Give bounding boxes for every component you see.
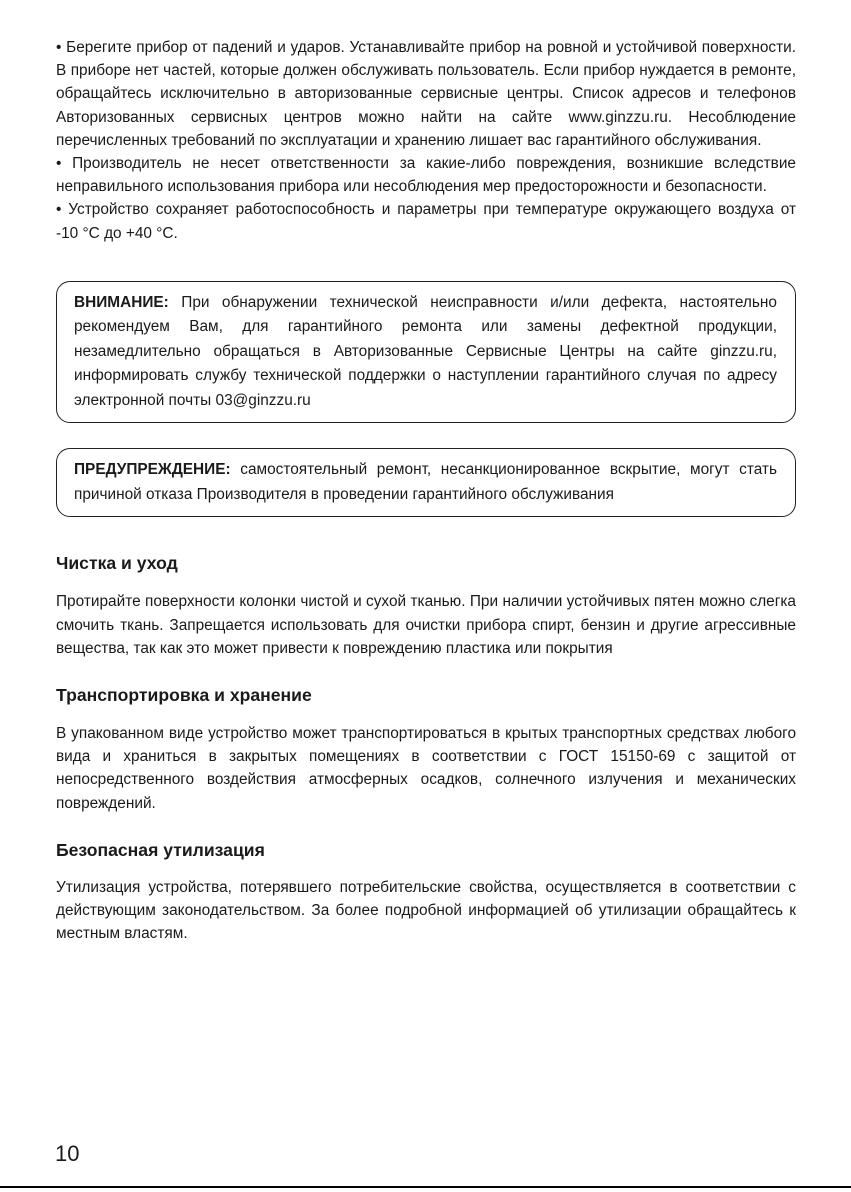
page-number: 10 — [55, 1141, 80, 1166]
section-heading: Транспортировка и хранение — [56, 684, 312, 705]
safety-bullet-list — [56, 36, 796, 245]
page-content — [56, 36, 796, 945]
bottom-rule — [0, 1186, 851, 1188]
attention-label: ВНИМАНИЕ: — [74, 293, 169, 311]
bullet-item: • Берегите прибор от падений и ударов. Устанавливайте прибор на ровной и устойчивой поверхности. В приборе нет частей, которые должен обслуживать пользователь. Если прибор нуждается в ремонте, обращайтесь исключительно в авторизованные сервисные центры. Список адресов и телефонов Авторизованных сервисных центров можно найти на сайте www.ginzzu.ru. Несоблюдение перечисленных требований по эксплуатации и хранению лишает вас гарантийного обслуживания. — [56, 39, 796, 149]
section-disposal — [56, 839, 796, 946]
warning-body: самостоятельный ремонт, несанкционированное вскрытие, могут стать причиной отказа Производителя в проведении гарантийного обслуживания — [74, 461, 777, 503]
section-heading: Безопасная утилизация — [56, 839, 265, 860]
section-body: В упакованном виде устройство может транспортироваться в крытых транспортных средствах любого вида и храниться в закрытых помещениях в соответствии с ГОСТ 15150-69 с защитой от непосредственного воздействия атмосферных осадков, солнечного излучения и механических повреждений. — [56, 724, 796, 812]
bullet-item: • Устройство сохраняет работоспособность и параметры при температуре окружающего воздуха от -10 °С до +40 °С. — [56, 201, 796, 242]
warning-notice-text — [74, 458, 777, 507]
section-body: Протирайте поверхности колонки чистой и сухой тканью. При наличии устойчивых пятен можно слегка смочить ткань. Запрещается использовать для очистки прибора спирт, бензин и другие агрессивные вещества, так как это может привести к повреждению пластика или покрытия — [56, 593, 796, 657]
attention-notice-text — [74, 291, 777, 414]
attention-body: При обнаружении технической неисправности и/или дефекта, настоятельно рекомендуем Вам, для гарантийного ремонта или замены дефектной продукции, незамедлительно обращаться в Авторизованные Сервисные Центры на сайте ginzzu.ru, информировать службу технической поддержки о наступлении гарантийного случая по адресу электронной почты 03@ginzzu.ru — [74, 293, 777, 409]
warning-label: ПРЕДУПРЕЖДЕНИЕ: — [74, 461, 231, 479]
section-transport — [56, 684, 796, 815]
section-heading: Чистка и уход — [56, 553, 178, 574]
section-body: Утилизация устройства, потерявшего потребительские свойства, осуществляется в соответствии с действующим законодательством. За более подробной информацией об утилизации обращайтесь к местным властям. — [56, 878, 796, 943]
warning-notice-box — [56, 448, 796, 517]
bullet-item: • Производитель не несет ответственности за какие-либо повреждения, возникшие вследствие неправильного использования прибора или несоблюдения мер предосторожности и безопасности. — [56, 155, 796, 196]
attention-notice-box — [56, 281, 796, 424]
section-cleaning — [56, 552, 796, 660]
